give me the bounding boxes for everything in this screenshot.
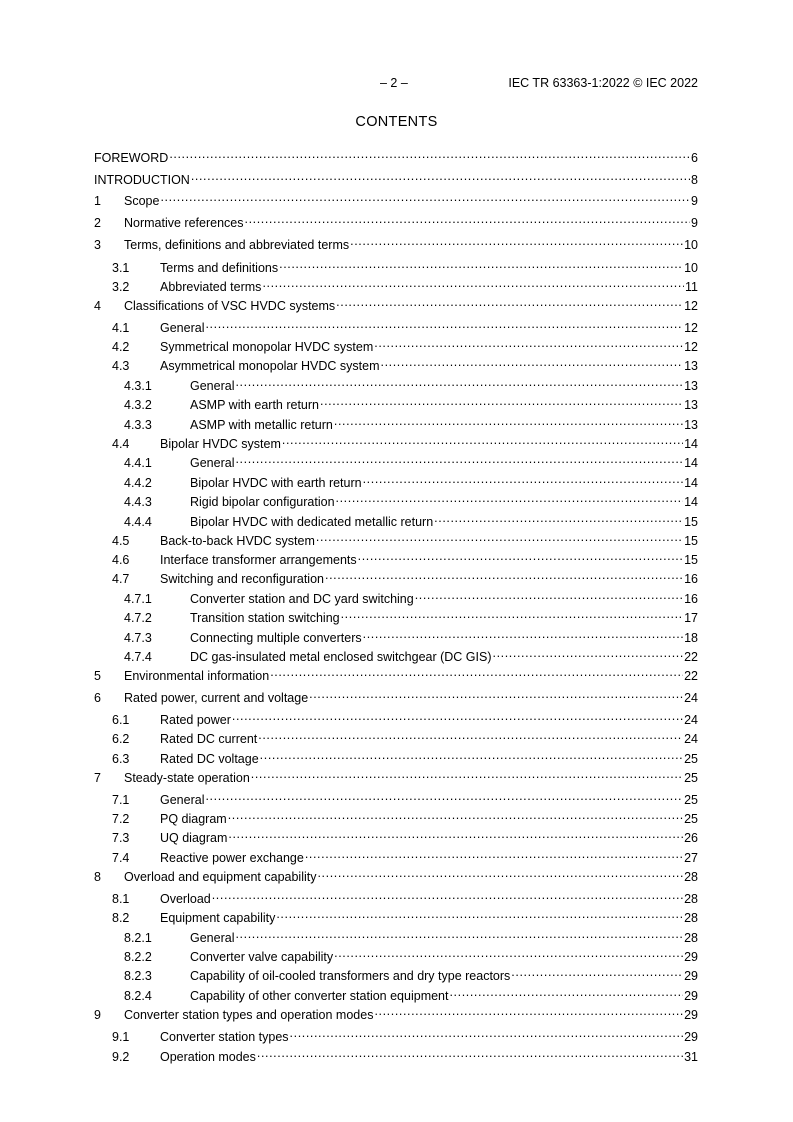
document-reference: IEC TR 63363-1:2022 © IEC 2022 [508, 76, 698, 90]
toc-entry-page: 10 [684, 261, 698, 275]
toc-dot-leader [232, 708, 683, 724]
toc-dot-leader [415, 587, 683, 603]
toc-entry-number: 8.2.1 [124, 931, 152, 945]
toc-entry[interactable] [94, 747, 698, 766]
toc-entry-number: 6.1 [112, 713, 130, 727]
toc-dot-leader [363, 471, 683, 487]
toc-entry[interactable] [94, 887, 698, 906]
toc-dot-leader [235, 374, 683, 390]
toc-entry[interactable] [94, 548, 698, 567]
toc-entry[interactable] [94, 1025, 698, 1044]
toc-dot-leader [212, 887, 683, 903]
toc-dot-leader [434, 510, 683, 526]
toc-entry-number: 4.1 [112, 321, 130, 335]
toc-entry-number: 1 [94, 194, 101, 208]
toc-entry-title: Equipment capability [160, 911, 276, 925]
toc-entry-title: Capability of oil-cooled transformers and dry type reactors [190, 969, 511, 983]
toc-dot-leader [493, 645, 684, 661]
toc-entry-title: Rigid bipolar configuration [190, 495, 335, 509]
toc-entry-title: Environmental information [124, 669, 270, 683]
toc-entry-page: 24 [684, 732, 698, 746]
toc-entry-page: 12 [684, 340, 698, 354]
toc-entry-title: Converter station types and operation modes [124, 1008, 374, 1022]
toc-entry-page: 24 [684, 713, 698, 727]
toc-entry-number: 4.7 [112, 572, 130, 586]
toc-entry-page: 28 [684, 870, 698, 884]
toc-dot-leader [270, 664, 683, 680]
toc-entry-page: 14 [684, 437, 698, 451]
toc-entry[interactable] [94, 189, 698, 208]
toc-dot-leader [341, 606, 683, 622]
toc-entry[interactable] [94, 788, 698, 807]
toc-entry-page: 22 [684, 669, 698, 683]
toc-entry-number: 7.2 [112, 812, 130, 826]
toc-entry-number: 3.1 [112, 261, 130, 275]
toc-entry-title: Rated DC voltage [160, 752, 259, 766]
toc-entry-page: 25 [684, 812, 698, 826]
toc-dot-leader [334, 413, 683, 429]
toc-entry[interactable] [94, 335, 698, 354]
toc-entry-number: 4.3.3 [124, 418, 152, 432]
toc-entry[interactable] [94, 865, 698, 884]
toc-entry-title: General [160, 793, 205, 807]
toc-entry[interactable] [94, 490, 698, 509]
toc-dot-leader [260, 747, 683, 763]
toc-entry-number: 7.4 [112, 851, 130, 865]
toc-entry-title: Connecting multiple converters [190, 631, 362, 645]
toc-entry-number: 4.5 [112, 534, 130, 548]
toc-entry-page: 29 [684, 1008, 698, 1022]
toc-entry-number: 7 [94, 771, 101, 785]
toc-entry[interactable] [94, 211, 698, 230]
toc-entry-title: Overload and equipment capability [124, 870, 317, 884]
toc-dot-leader [279, 256, 683, 272]
toc-entry-number: 8.1 [112, 892, 130, 906]
toc-entry-title: Asymmetrical monopolar HVDC system [160, 359, 380, 373]
toc-dot-leader [374, 335, 683, 351]
toc-dot-leader [245, 211, 691, 227]
toc-entry-page: 24 [684, 691, 698, 705]
toc-dot-leader [309, 686, 683, 702]
toc-entry[interactable] [94, 587, 698, 606]
toc-entry-title: Abbreviated terms [160, 280, 262, 294]
toc-entry-number: 7.1 [112, 793, 130, 807]
toc-entry[interactable] [94, 626, 698, 645]
toc-entry-title: General [190, 456, 235, 470]
toc-entry-page: 16 [684, 592, 698, 606]
toc-entry-number: 4.4 [112, 437, 130, 451]
toc-entry-page: 9 [691, 194, 698, 208]
toc-dot-leader [305, 846, 683, 862]
toc-entry-page: 17 [684, 611, 698, 625]
toc-entry[interactable] [94, 807, 698, 826]
toc-entry-page: 13 [684, 418, 698, 432]
toc-entry-number: 6.3 [112, 752, 130, 766]
toc-entry-title: DC gas-insulated metal enclosed switchgear (DC GIS) [190, 650, 492, 664]
toc-entry-title: Converter station and DC yard switching [190, 592, 414, 606]
toc-entry-number: 5 [94, 669, 101, 683]
toc-entry-number: 8.2.2 [124, 950, 152, 964]
toc-entry[interactable] [94, 664, 698, 683]
toc-entry[interactable] [94, 846, 698, 865]
toc-entry[interactable] [94, 510, 698, 529]
toc-entry-page: 16 [684, 572, 698, 586]
toc-entry[interactable] [94, 168, 698, 187]
toc-entry-title: Converter valve capability [190, 950, 334, 964]
toc-entry-page: 29 [684, 969, 698, 983]
toc-entry-title: Steady-state operation [124, 771, 250, 785]
toc-entry-page: 15 [684, 534, 698, 548]
toc-entry[interactable] [94, 606, 698, 625]
toc-entry-page: 15 [684, 553, 698, 567]
toc-entry-number: 8.2.3 [124, 969, 152, 983]
toc-entry-page: 12 [684, 321, 698, 335]
toc-entry-page: 13 [684, 398, 698, 412]
toc-dot-leader [449, 984, 683, 1000]
toc-entry[interactable] [94, 275, 698, 294]
page-number: – 2 – [380, 76, 408, 90]
toc-dot-leader [290, 1025, 684, 1041]
toc-entry-title: Normative references [124, 216, 244, 230]
toc-entry[interactable] [94, 374, 698, 393]
toc-entry-page: 22 [684, 650, 698, 664]
toc-entry-title: Overload [160, 892, 211, 906]
toc-entry-page: 26 [684, 831, 698, 845]
toc-entry-number: 4.4.4 [124, 515, 152, 529]
toc-entry[interactable] [94, 1045, 698, 1064]
toc-dot-leader [358, 548, 683, 564]
toc-dot-leader [336, 294, 683, 310]
toc-entry-title: General [190, 931, 235, 945]
toc-entry-page: 29 [684, 989, 698, 1003]
toc-entry-title: Transition station switching [190, 611, 340, 625]
toc-entry-page: 14 [684, 495, 698, 509]
toc-entry-page: 14 [684, 476, 698, 490]
toc-entry[interactable] [94, 354, 698, 373]
toc-dot-leader [363, 626, 683, 642]
toc-entry[interactable] [94, 294, 698, 313]
toc-entry-number: 8.2 [112, 911, 130, 925]
toc-entry-page: 13 [684, 379, 698, 393]
toc-entry-title: Operation modes [160, 1050, 256, 1064]
toc-dot-leader [317, 865, 683, 881]
toc-entry-page: 10 [684, 238, 698, 252]
toc-entry-page: 29 [684, 950, 698, 964]
toc-entry-page: 15 [684, 515, 698, 529]
toc-entry[interactable] [94, 567, 698, 586]
toc-entry[interactable] [94, 233, 698, 252]
toc-entry-number: 4.3 [112, 359, 130, 373]
toc-entry-number: 8 [94, 870, 101, 884]
toc-entry-page: 11 [685, 280, 698, 294]
toc-entry-number: 4.4.3 [124, 495, 152, 509]
toc-entry[interactable] [94, 926, 698, 945]
toc-entry[interactable] [94, 727, 698, 746]
toc-entry-number: 2 [94, 216, 101, 230]
toc-entry[interactable] [94, 964, 698, 983]
toc-entry[interactable] [94, 645, 698, 664]
toc-entry-title: Symmetrical monopolar HVDC system [160, 340, 374, 354]
toc-entry-number: 7.3 [112, 831, 130, 845]
toc-entry-title: PQ diagram [160, 812, 227, 826]
toc-entry[interactable] [94, 451, 698, 470]
toc-entry-number: 4.7.2 [124, 611, 152, 625]
toc-entry-page: 28 [684, 911, 698, 925]
toc-entry-number: 4.3.1 [124, 379, 152, 393]
toc-dot-leader [228, 807, 683, 823]
toc-entry-title: Converter station types [160, 1030, 289, 1044]
toc-entry-title: Rated DC current [160, 732, 258, 746]
toc-entry-number: 4.7.1 [124, 592, 152, 606]
toc-entry-title: Bipolar HVDC with earth return [190, 476, 362, 490]
toc-entry-page: 28 [684, 892, 698, 906]
toc-entry-page: 29 [684, 1030, 698, 1044]
toc-entry-number: 6.2 [112, 732, 130, 746]
toc-entry[interactable] [94, 471, 698, 490]
toc-entry-number: 4.2 [112, 340, 130, 354]
toc-entry-page: 27 [684, 851, 698, 865]
toc-dot-leader [350, 233, 683, 249]
toc-entry-number: 4.4.1 [124, 456, 152, 470]
toc-entry-title: Rated power [160, 713, 231, 727]
toc-entry-number: 9 [94, 1008, 101, 1022]
toc-dot-leader [228, 826, 683, 842]
toc-entry-title: Bipolar HVDC system [160, 437, 281, 451]
toc-dot-leader [276, 906, 683, 922]
toc-entry-title: Scope [124, 194, 160, 208]
toc-entry-page: 13 [684, 359, 698, 373]
toc-dot-leader [320, 393, 683, 409]
toc-entry-title: ASMP with metallic return [190, 418, 333, 432]
toc-entry[interactable] [94, 146, 698, 165]
toc-entry-number: 9.1 [112, 1030, 130, 1044]
toc-entry[interactable] [94, 766, 698, 785]
toc-entry-number: 4.6 [112, 553, 130, 567]
toc-dot-leader [205, 316, 683, 332]
toc-entry-number: 4 [94, 299, 101, 313]
toc-entry-title: UQ diagram [160, 831, 228, 845]
toc-entry-title: FOREWORD [94, 151, 169, 165]
toc-entry-title: Classifications of VSC HVDC systems [124, 299, 336, 313]
toc-entry-number: 4.3.2 [124, 398, 152, 412]
toc-dot-leader [191, 168, 690, 184]
toc-dot-leader [325, 567, 683, 583]
toc-entry[interactable] [94, 432, 698, 451]
toc-entry-page: 25 [684, 793, 698, 807]
toc-entry-page: 14 [684, 456, 698, 470]
toc-entry-page: 9 [691, 216, 698, 230]
toc-dot-leader [262, 275, 684, 291]
toc-dot-leader [257, 1045, 683, 1061]
toc-entry[interactable] [94, 393, 698, 412]
toc-dot-leader [235, 451, 683, 467]
toc-entry-title: Capability of other converter station equipment [190, 989, 449, 1003]
toc-entry-page: 12 [684, 299, 698, 313]
toc-dot-leader [169, 146, 690, 162]
toc-dot-leader [374, 1003, 683, 1019]
toc-dot-leader [381, 354, 684, 370]
contents-title: CONTENTS [355, 114, 438, 130]
toc-entry-number: 4.4.2 [124, 476, 152, 490]
toc-entry-page: 6 [691, 151, 698, 165]
toc-entry-title: Terms and definitions [160, 261, 279, 275]
toc-dot-leader [160, 189, 690, 205]
toc-entry[interactable] [94, 256, 698, 275]
toc-entry-title: ASMP with earth return [190, 398, 319, 412]
toc-dot-leader [235, 926, 683, 942]
toc-entry-page: 25 [684, 771, 698, 785]
toc-entry[interactable] [94, 529, 698, 548]
toc-entry-title: Switching and reconfiguration [160, 572, 324, 586]
toc-entry-page: 28 [684, 931, 698, 945]
toc-dot-leader [334, 945, 683, 961]
toc-dot-leader [282, 432, 683, 448]
toc-entry-title: General [190, 379, 235, 393]
toc-entry-title: Terms, definitions and abbreviated terms [124, 238, 350, 252]
toc-dot-leader [205, 788, 683, 804]
toc-entry[interactable] [94, 906, 698, 925]
toc-dot-leader [258, 727, 683, 743]
toc-entry-page: 25 [684, 752, 698, 766]
toc-entry-page: 31 [684, 1050, 698, 1064]
toc-entry[interactable] [94, 826, 698, 845]
toc-entry-number: 4.7.4 [124, 650, 152, 664]
toc-dot-leader [511, 964, 683, 980]
toc-entry-number: 4.7.3 [124, 631, 152, 645]
toc-entry-number: 3 [94, 238, 101, 252]
toc-entry-title: Interface transformer arrangements [160, 553, 357, 567]
toc-entry-title: General [160, 321, 205, 335]
toc-entry-number: 3.2 [112, 280, 130, 294]
toc-dot-leader [251, 766, 683, 782]
toc-entry-page: 8 [691, 173, 698, 187]
toc-entry[interactable] [94, 686, 698, 705]
toc-entry[interactable] [94, 316, 698, 335]
toc-entry-page: 18 [684, 631, 698, 645]
toc-entry[interactable] [94, 413, 698, 432]
toc-entry-title: Bipolar HVDC with dedicated metallic return [190, 515, 434, 529]
toc-entry-number: 6 [94, 691, 101, 705]
toc-entry-title: INTRODUCTION [94, 173, 190, 187]
toc-entry-title: Rated power, current and voltage [124, 691, 309, 705]
toc-entry-number: 9.2 [112, 1050, 130, 1064]
toc-entry[interactable] [94, 1003, 698, 1022]
toc-entry[interactable] [94, 984, 698, 1003]
toc-dot-leader [316, 529, 683, 545]
toc-entry[interactable] [94, 708, 698, 727]
toc-entry[interactable] [94, 945, 698, 964]
toc-entry-number: 8.2.4 [124, 989, 152, 1003]
toc-entry-title: Reactive power exchange [160, 851, 304, 865]
toc-entry-title: Back-to-back HVDC system [160, 534, 315, 548]
toc-dot-leader [336, 490, 684, 506]
